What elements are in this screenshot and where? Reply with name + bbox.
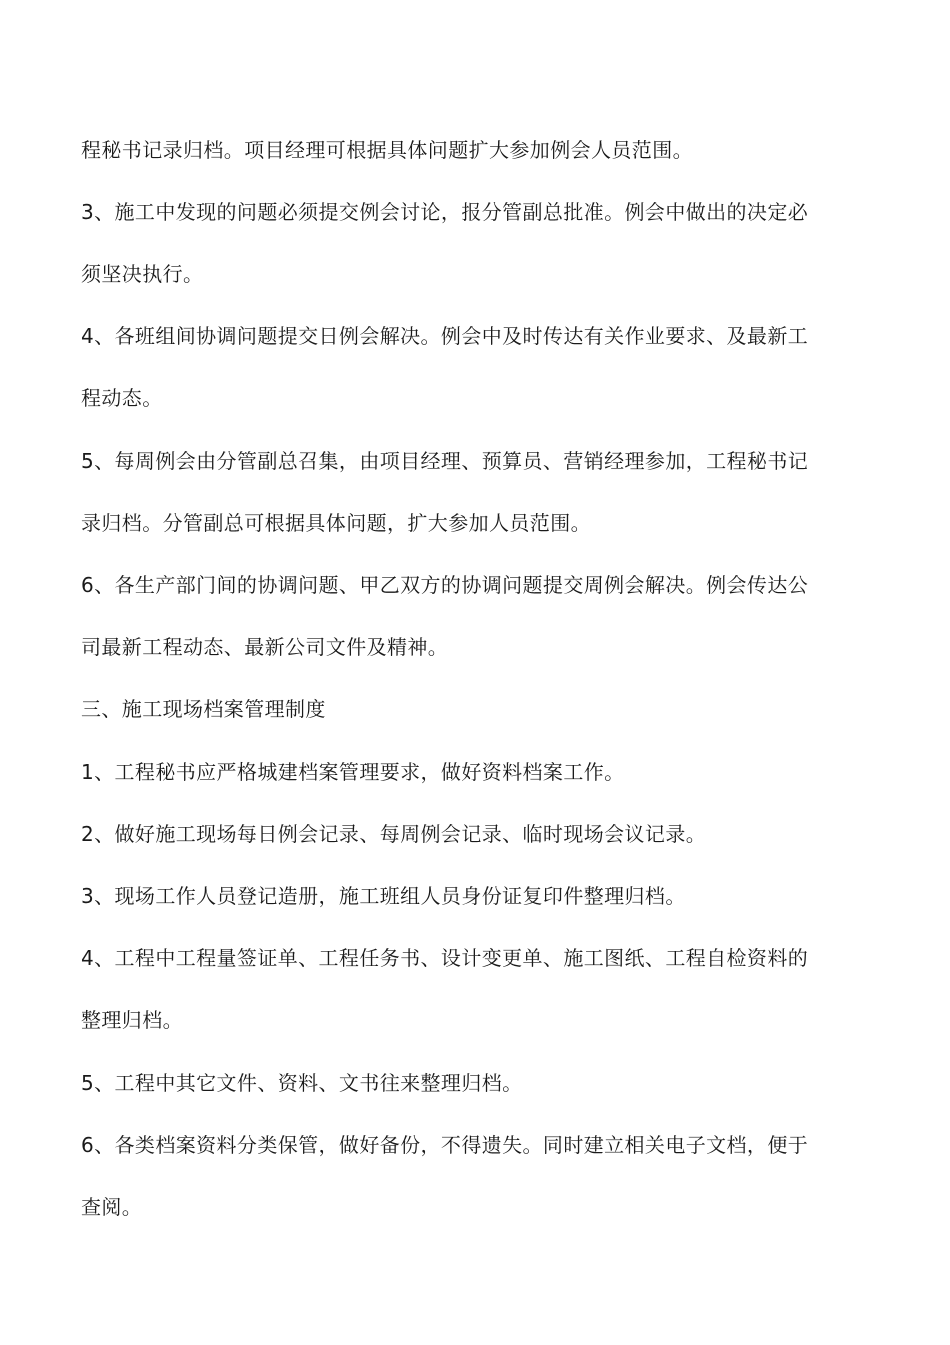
text-line: 须坚决执行。 [81, 262, 204, 286]
text-line: 整理归档。 [81, 1008, 183, 1032]
text-line: 查阅。 [81, 1195, 143, 1219]
text-line: 5、工程中其它文件、资料、文书往来整理归档。 [81, 1071, 523, 1095]
text-line: 录归档。分管副总可根据具体问题，扩大参加人员范围。 [81, 511, 591, 535]
text-line: 1、工程秘书应严格城建档案管理要求，做好资料档案工作。 [81, 760, 625, 784]
text-line: 3、施工中发现的问题必须提交例会讨论，报分管副总批准。例会中做出的决定必 [81, 200, 809, 224]
text-line: 4、各班组间协调问题提交日例会解决。例会中及时传达有关作业要求、及最新工 [81, 324, 809, 348]
text-line: 6、各生产部门间的协调问题、甲乙双方的协调问题提交周例会解决。例会传达公 [81, 573, 809, 597]
text-line: 程动态。 [81, 386, 163, 410]
text-line: 司最新工程动态、最新公司文件及精神。 [81, 635, 449, 659]
text-line: 3、现场工作人员登记造册，施工班组人员身份证复印件整理归档。 [81, 884, 686, 908]
text-line: 6、各类档案资料分类保管，做好备份，不得遗失。同时建立相关电子文档，便于 [81, 1133, 809, 1157]
text-line: 程秘书记录归档。项目经理可根据具体问题扩大参加例会人员范围。 [81, 138, 693, 162]
text-line: 5、每周例会由分管副总召集，由项目经理、预算员、营销经理参加，工程秘书记 [81, 449, 809, 473]
text-line: 2、做好施工现场每日例会记录、每周例会记录、临时现场会议记录。 [81, 822, 707, 846]
text-line: 4、工程中工程量签证单、工程任务书、设计变更单、施工图纸、工程自检资料的 [81, 946, 809, 970]
section-heading: 三、施工现场档案管理制度 [81, 697, 326, 721]
